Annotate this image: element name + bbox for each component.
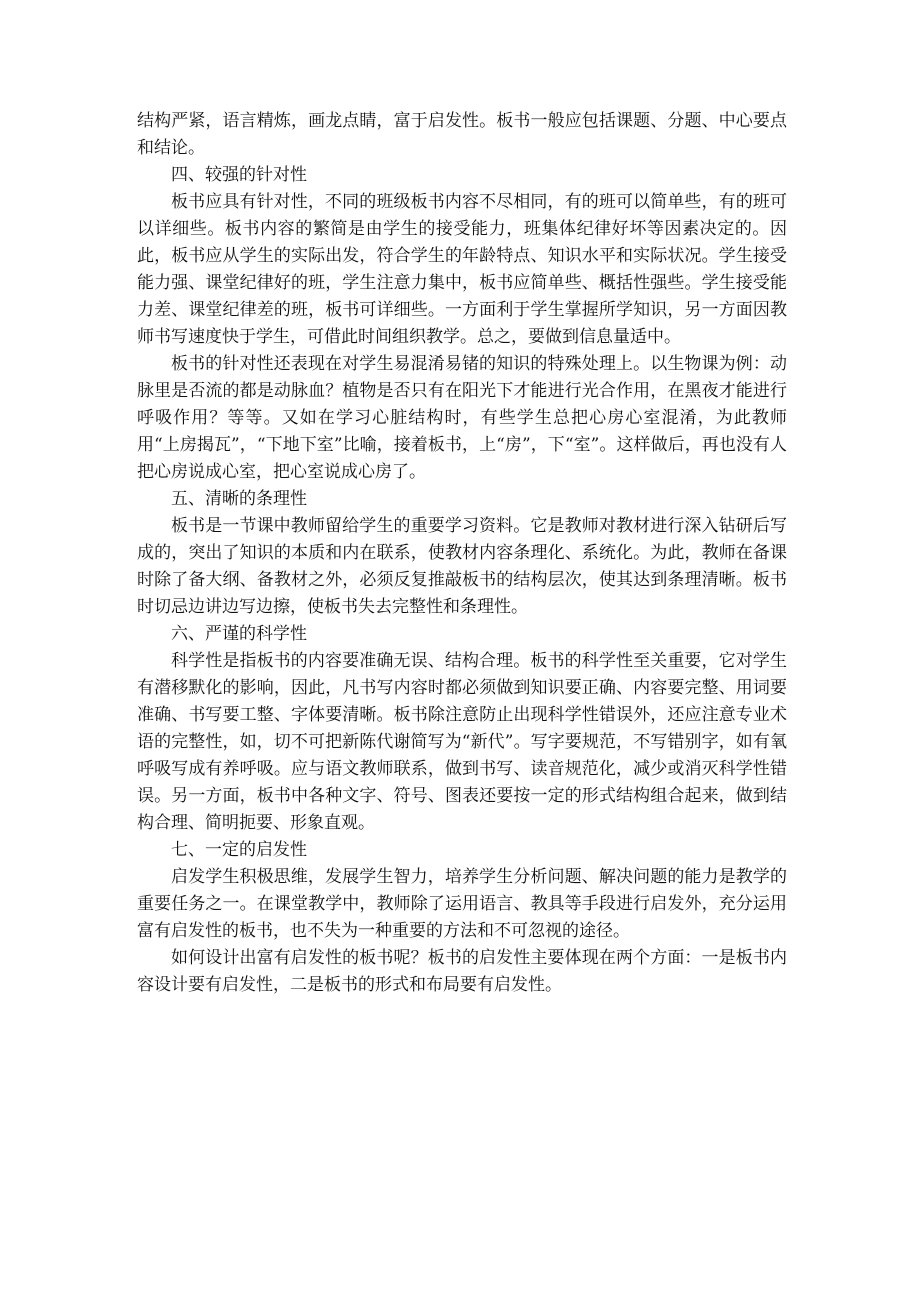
paragraph-continued: 结构严紧，语言精炼，画龙点睛，富于启发性。板书一般应包括课题、分题、中心要点和结论。 xyxy=(137,111,787,158)
section-heading-7: 七、一定的启发性 xyxy=(171,840,307,860)
paragraph: 科学性是指板书的内容要准确无误、结构合理。板书的科学性至关重要，它对学生有潜移默化的影响，因此，凡书写内容时都必须做到知识要正确、内容要完整、用词要准确、书写要工整、字体要清晰。板书除注意防止出现科学性错误外，还应注意专业术语的完整性，如，切不可把新陈代谢简写为“新代”。写字要规范，不写错别字，如有氧呼吸写成有养呼吸。应与语文教师联系，做到书写、读音规范化，减少或消灭科学性错误。另一方面，板书中各种文字、符号、图表还要按一定的形式结构组合起来，做到结构合理、简明扼要、形象直观。 xyxy=(137,651,787,833)
section-heading-4: 四、较强的针对性 xyxy=(171,165,307,185)
section-heading-6: 六、严谨的科学性 xyxy=(171,624,307,644)
document-body xyxy=(137,108,787,999)
paragraph: 如何设计出富有启发性的板书呢？板书的启发性主要体现在两个方面：一是板书内容设计要有启发性，二是板书的形式和布局要有启发性。 xyxy=(137,948,787,995)
paragraph: 启发学生积极思维，发展学生智力，培养学生分析问题、解决问题的能力是教学的重要任务之一。在课堂教学中，教师除了运用语言、教具等手段进行启发外，充分运用富有启发性的板书，也不失为一种重要的方法和不可忽视的途径。 xyxy=(137,867,787,941)
paragraph: 板书的针对性还表现在对学生易混淆易锗的知识的特殊处理上。以生物课为例：动脉里是否流的都是动脉血？植物是否只有在阳光下才能进行光合作用，在黑夜才能进行呼吸作用？等等。又如在学习心脏结构时，有些学生总把心房心室混淆，为此教师用“上房揭瓦”，“下地下室”比喻，接着板书，上“房”，下“室”。这样做后，再也没有人把心房说成心室，把心室说成心房了。 xyxy=(137,354,787,482)
paragraph: 板书应具有针对性，不同的班级板书内容不尽相同，有的班可以简单些，有的班可以详细些。板书内容的繁简是由学生的接受能力，班集体纪律好坏等因素决定的。因此，板书应从学生的实际出发，符合学生的年龄特点、知识水平和实际状况。学生接受能力强、课堂纪律好的班，学生注意力集中，板书应简单些、概括性强些。学生接受能力差、课堂纪律差的班，板书可详细些。一方面利于学生掌握所学知识，另一方面因教师书写速度快于学生，可借此时间组织教学。总之，要做到信息量适中。 xyxy=(137,192,787,347)
section-heading-5: 五、清晰的条理性 xyxy=(171,489,307,509)
paragraph: 板书是一节课中教师留给学生的重要学习资料。它是教师对教材进行深入钻研后写成的，突出了知识的本质和内在联系，使教材内容条理化、系统化。为此，教师在备课时除了备大纲、备教材之外，必须反复推敲板书的结构层次，使其达到条理清晰。板书时切忌边讲边写边擦，使板书失去完整性和条理性。 xyxy=(137,516,787,617)
